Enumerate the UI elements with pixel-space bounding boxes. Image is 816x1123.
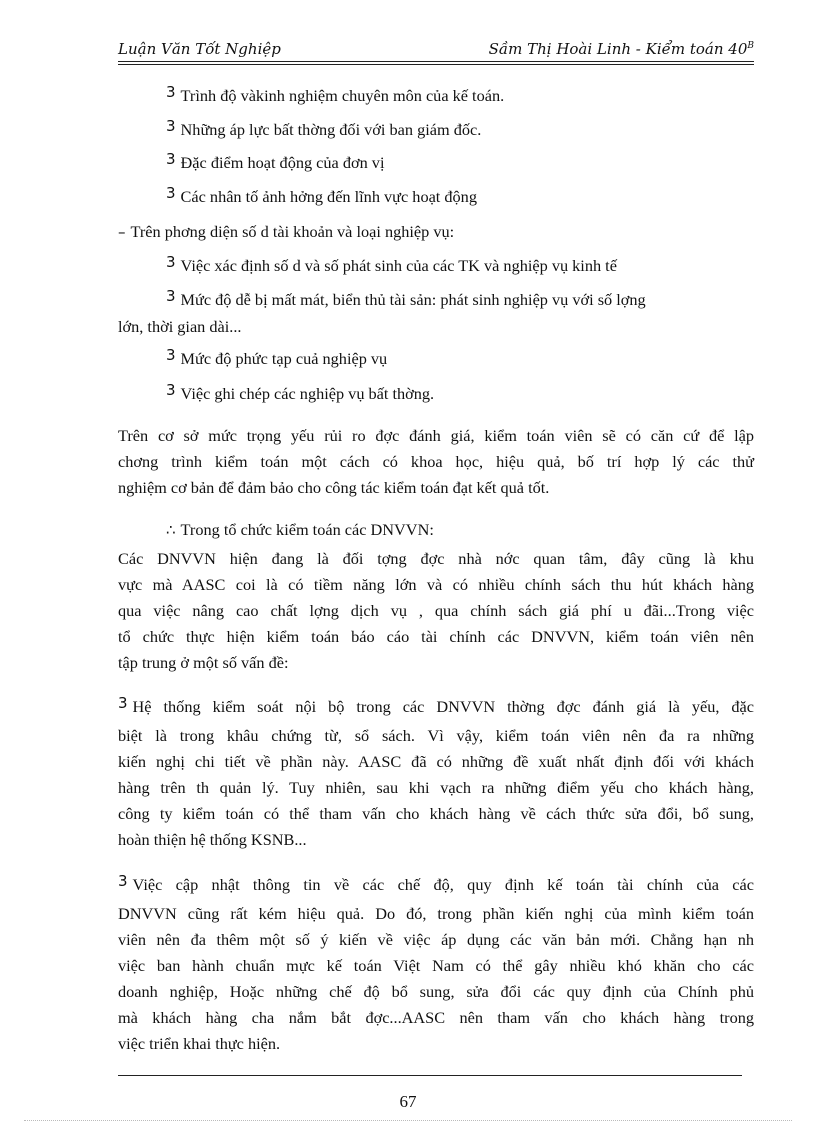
header-rule-bottom: [118, 64, 754, 65]
bullet-paragraph-line: 3 Việc cập nhật thông tin về các chế độ, quy định kế toán tài chính của các: [118, 872, 754, 894]
text-line: hàng trên th quản lý. Tuy nhiên, sau khi vạch ra những điểm yếu cho khách hàng,: [118, 778, 754, 797]
text-line: vực mà AASC coi là có tiềm năng lớn và có nhiều chính sách thu hút khách hàng: [118, 575, 754, 594]
text-line: nghiệm cơ bản để đảm bảo cho công tác kiểm toán đạt kết quả tốt.: [118, 478, 550, 497]
text-line: qua việc nâng cao chất lợng dịch vụ , qua chính sách giá phí u đãi...Trong việc: [118, 601, 754, 620]
text-line: tổ chức thực hiện kiểm toán báo cáo tài chính các DNVVN, kiểm toán viên nên: [118, 627, 754, 646]
text-line: Trên cơ sở mức trọng yếu rủi ro đợc đánh giá, kiểm toán viên sẽ có căn cứ để lập: [118, 426, 754, 445]
bullet-line: 3 Những áp lực bất thờng đối với ban giám đốc.: [166, 117, 482, 139]
therefore-marker: ∴: [166, 521, 176, 539]
text-line: Các DNVVN hiện đang là đối tợng đợc nhà nớc quan tâm, đây cũng là khu: [118, 549, 754, 568]
text-line: kiến nghị chi tiết về phần này. AASC đã có những đề xuất nhất định đối với khách: [118, 752, 754, 771]
bullet-marker: 3: [166, 184, 176, 202]
bullet-marker: 3: [166, 346, 176, 364]
text-line: DNVVN cũng rất kém hiệu quả. Do đó, trong phần kiến nghị của mình kiểm toán: [118, 904, 754, 923]
bullet-line: 3 Trình độ vàkinh nghiệm chuyên môn của kế toán.: [166, 83, 505, 105]
therefore-line: ∴ Trong tổ chức kiểm toán các DNVVN:: [166, 520, 434, 539]
text-line: biệt là trong khâu chứng từ, sổ sách. Vì vậy, kiểm toán viên nên đa ra những: [118, 726, 754, 745]
bullet-line: 3 Mức độ phức tạp cuả nghiệp vụ: [166, 346, 388, 368]
dash-marker: –: [118, 223, 126, 241]
bullet-marker: 3: [118, 872, 128, 890]
page-header: [118, 36, 754, 62]
dash-line: – Trên phơng diện số d tài khoản và loại nghiệp vụ:: [118, 222, 455, 241]
bullet-line: 3 Đặc điểm hoạt động của đơn vị: [166, 150, 385, 172]
page-edge-dots: [24, 1120, 792, 1121]
bullet-line: 3 Các nhân tố ảnh hởng đến lĩnh vực hoạt động: [166, 184, 477, 206]
header-author-sup: B: [747, 41, 754, 51]
text-line: mà khách hàng cha nắm bắt đợc...AASC nên tham vấn cho khách hàng trong: [118, 1008, 754, 1027]
text-line: lớn, thời gian dài...: [118, 317, 242, 336]
bullet-line: 3 Việc ghi chép các nghiệp vụ bất thờng.: [166, 381, 435, 403]
bullet-marker: 3: [166, 117, 176, 135]
header-rule-top: [118, 61, 754, 62]
bullet-marker: 3: [118, 694, 128, 712]
footer-rule: [118, 1075, 742, 1076]
header-author-text: Sầm Thị Hoài Linh - Kiểm toán 40: [488, 40, 748, 58]
bullet-marker: 3: [166, 287, 176, 305]
bullet-line: 3 Mức độ dễ bị mất mát, biển thủ tài sản: phát sinh nghiệp vụ với số lợng: [166, 287, 646, 309]
text-line: doanh nghiệp, Hoặc những chế độ bổ sung, sửa đổi các quy định của Chính phủ: [118, 982, 754, 1001]
text-line: việc ban hành chuẩn mực kế toán Việt Nam có thể gây nhiều khó khăn cho các: [118, 956, 754, 975]
bullet-marker: 3: [166, 381, 176, 399]
bullet-marker: 3: [166, 253, 176, 271]
bullet-paragraph-line: 3 Hệ thống kiểm soát nội bộ trong các DNVVN thờng đợc đánh giá là yếu, đặc: [118, 694, 754, 716]
text-line: việc triển khai thực hiện.: [118, 1034, 281, 1053]
bullet-line: 3 Việc xác định số d và số phát sinh của các TK và nghiệp vụ kinh tế: [166, 253, 617, 275]
header-author: [489, 40, 754, 58]
bullet-marker: 3: [166, 150, 176, 168]
bullet-marker: 3: [166, 83, 176, 101]
text-line: chơng trình kiểm toán một cách có khoa học, hiệu quả, bố trí hợp lý các thử: [118, 452, 754, 471]
header-thesis-title: Luận Văn Tốt Nghiệp: [118, 40, 281, 58]
text-line: hoàn thiện hệ thống KSNB...: [118, 830, 307, 849]
page-number: 67: [399, 1092, 417, 1111]
text-line: tập trung ở một số vấn đề:: [118, 653, 289, 672]
text-line: viên nên đa thêm một số ý kiến về việc áp dụng các văn bản mới. Chẳng hạn nh: [118, 930, 754, 949]
text-line: công ty kiểm toán có thể tham vấn cho khách hàng về cách thức sửa đổi, bổ sung,: [118, 804, 754, 823]
